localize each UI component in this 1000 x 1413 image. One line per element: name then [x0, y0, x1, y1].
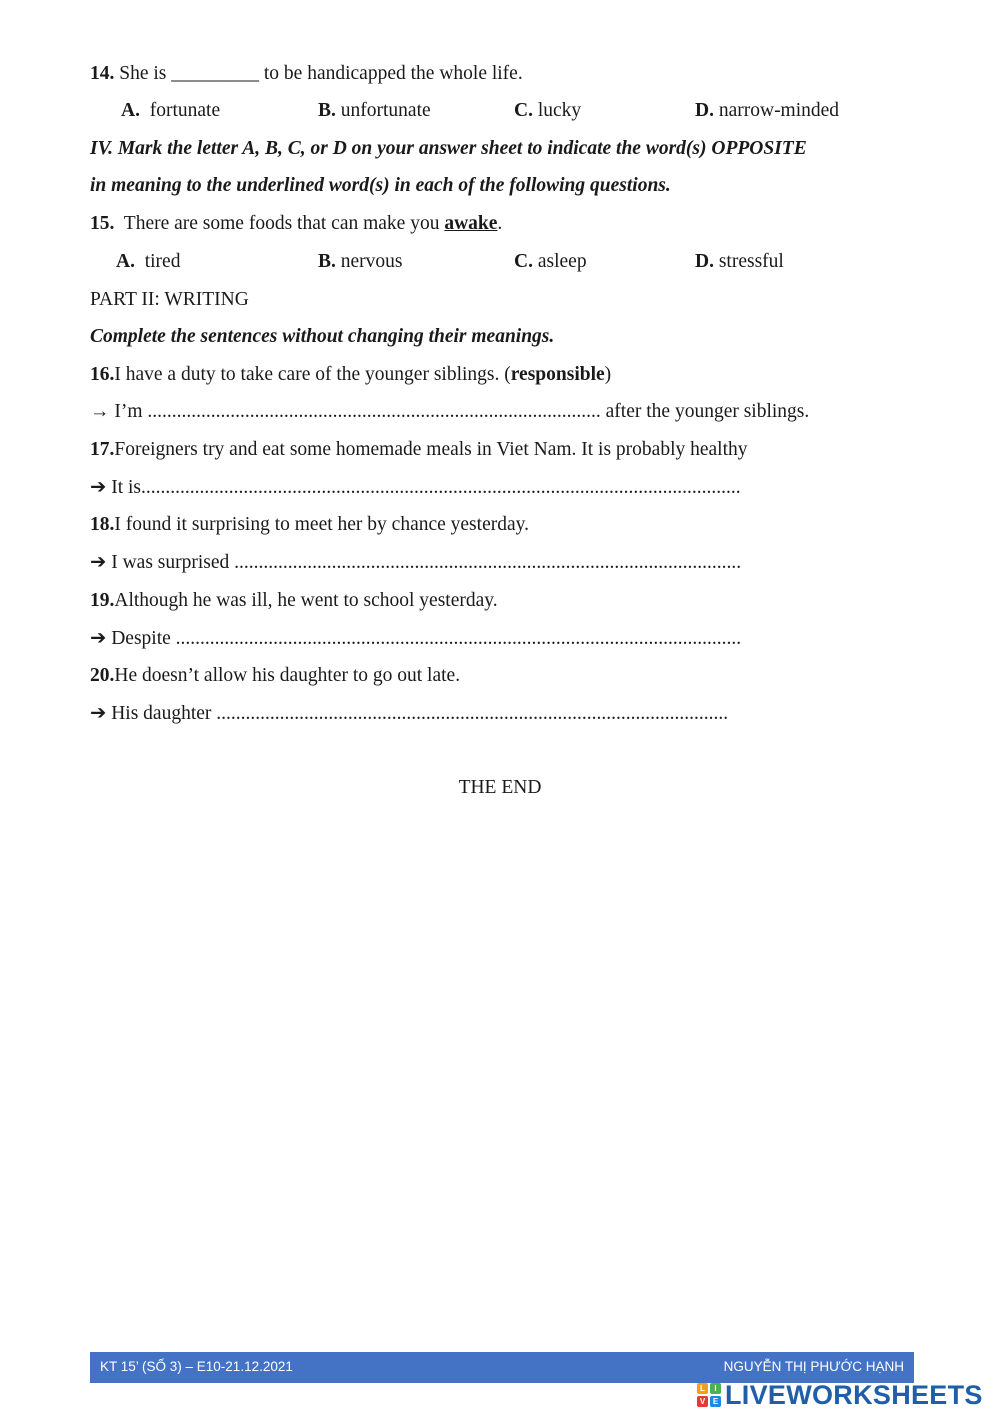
- footer-left-text: KT 15’ (SỐ 3) – E10-21.12.2021: [100, 1359, 293, 1374]
- question-number: 17.: [90, 439, 115, 460]
- question-17: [90, 438, 748, 462]
- question-number: 14.: [90, 63, 115, 84]
- question-text: I have a duty to take care of the younger siblings. (: [114, 364, 511, 385]
- logo-tile: L: [697, 1383, 708, 1394]
- liveworksheets-logo: [697, 1378, 983, 1412]
- question-number: 15.: [90, 213, 115, 234]
- option-text: lucky: [537, 100, 582, 121]
- question-text-end: .: [497, 213, 503, 234]
- logo-tile: I: [710, 1383, 721, 1394]
- question-text-end: ): [604, 364, 612, 385]
- option-letter: D.: [695, 251, 714, 272]
- question-number: 20.: [90, 665, 115, 686]
- question-number: 16.: [90, 364, 115, 385]
- option-text: asleep: [537, 251, 587, 272]
- option-text: stressful: [718, 251, 784, 272]
- section-4-instruction-line2: in meaning to the underlined word(s) in each of the following questions.: [90, 175, 671, 196]
- the-end-text: THE END: [458, 777, 542, 798]
- option-text: tired: [144, 251, 181, 272]
- question-14: [90, 62, 523, 86]
- answer-line-16[interactable]: → I’m ............................................................................................. after the younger siblings.: [90, 401, 810, 422]
- option-letter: B.: [318, 251, 336, 272]
- question-number: 19.: [90, 590, 115, 611]
- answer-line-20[interactable]: ➔ His daughter .........................................................................................................: [90, 703, 729, 724]
- liveworksheets-logo-icon: [697, 1383, 721, 1407]
- liveworksheets-logo-text: LIVEWORKSHEETS: [725, 1379, 983, 1410]
- question-text: Foreigners try and eat some homemade meals in Viet Nam. It is probably healthy: [114, 439, 748, 460]
- question-19: [90, 589, 498, 613]
- option-c[interactable]: [514, 99, 581, 123]
- question-20: [90, 664, 460, 688]
- hint-keyword: responsible: [510, 364, 605, 385]
- part-2-instruction: Complete the sentences without changing their meanings.: [90, 326, 555, 347]
- question-text: There are some foods that can make you: [123, 213, 445, 234]
- answer-line-19[interactable]: ➔ Despite ....................................................................................................................: [90, 628, 742, 649]
- question-15: [90, 212, 502, 236]
- option-letter: A.: [121, 100, 140, 121]
- option-text: nervous: [340, 251, 403, 272]
- question-number: 18.: [90, 514, 115, 535]
- option-letter: D.: [695, 100, 714, 121]
- option-b[interactable]: [318, 99, 431, 123]
- option-letter: C.: [514, 251, 533, 272]
- logo-tile: V: [697, 1396, 708, 1407]
- option-a[interactable]: [116, 250, 180, 274]
- question-16: [90, 363, 611, 387]
- question-text: Although he was ill, he went to school yesterday.: [114, 590, 498, 611]
- answer-line-17[interactable]: ➔ It is...........................................................................................................................: [90, 477, 741, 498]
- option-c[interactable]: [514, 250, 587, 274]
- question-text: He doesn’t allow his daughter to go out late.: [114, 665, 461, 686]
- option-text: fortunate: [149, 100, 221, 121]
- logo-tile: E: [710, 1396, 721, 1407]
- option-d[interactable]: [695, 99, 839, 123]
- question-18: [90, 513, 529, 537]
- answer-line-18[interactable]: ➔ I was surprised ........................................................................................................: [90, 552, 742, 573]
- option-b[interactable]: [318, 250, 403, 274]
- part-2-heading: PART II: WRITING: [90, 289, 249, 310]
- option-letter: A.: [116, 251, 135, 272]
- option-a[interactable]: [121, 99, 220, 123]
- underlined-keyword: awake: [444, 213, 498, 234]
- option-d[interactable]: [695, 250, 784, 274]
- option-text: unfortunate: [340, 100, 431, 121]
- question-text: She is _________ to be handicapped the whole life.: [119, 63, 523, 84]
- option-letter: B.: [318, 100, 336, 121]
- option-text: narrow-minded: [718, 100, 840, 121]
- footer-right-text: NGUYỄN THỊ PHƯỚC HẠNH: [723, 1359, 904, 1374]
- question-text: I found it surprising to meet her by chance yesterday.: [114, 514, 529, 535]
- option-letter: C.: [514, 100, 533, 121]
- section-4-instruction-line1: IV. Mark the letter A, B, C, or D on your answer sheet to indicate the word(s) OPPOSITE: [90, 138, 807, 159]
